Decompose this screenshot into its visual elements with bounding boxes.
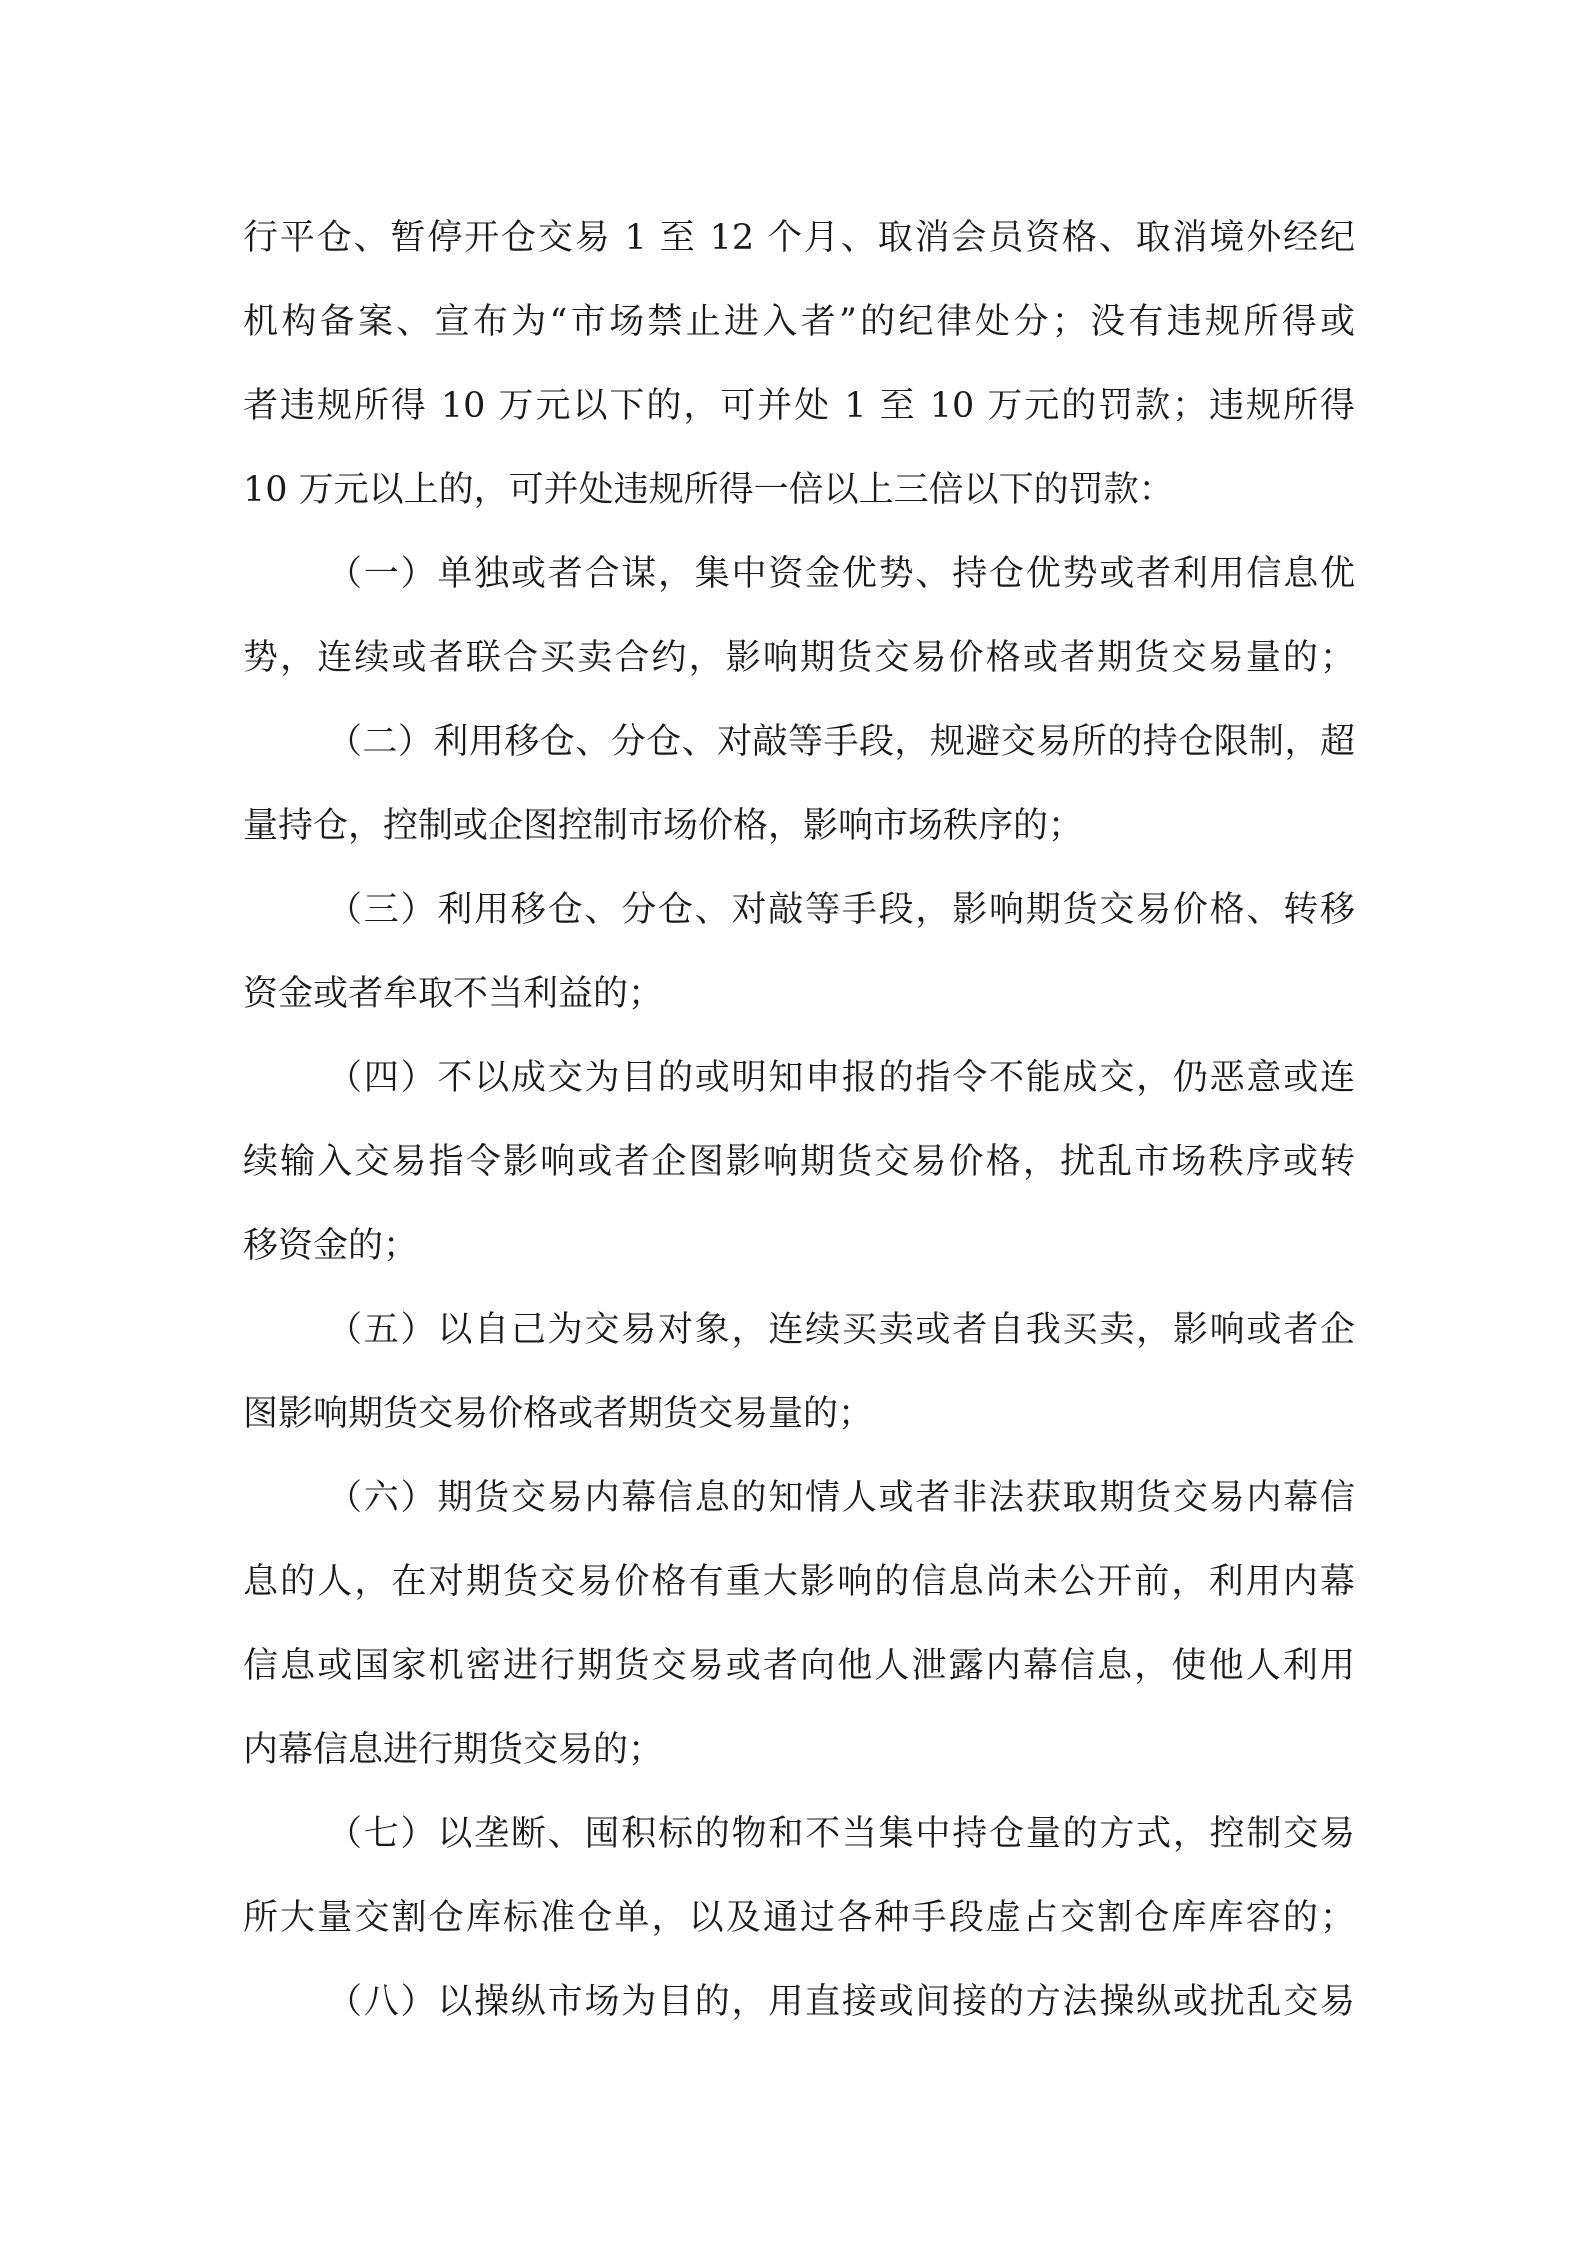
item-three-line: （三）利用移仓、分仓、对敲等手段，影响期货交易价格、转移	[327, 890, 1355, 930]
text-line: 所大量交割仓库标准仓单，以及通过各种手段虚占交割仓库库容的；	[243, 1898, 1355, 1938]
item-one-line: （一）单独或者合谋，集中资金优势、持仓优势或者利用信息优	[327, 554, 1355, 594]
text-line: 息的人，在对期货交易价格有重大影响的信息尚未公开前，利用内幕	[243, 1562, 1355, 1602]
item-five-line: （五）以自己为交易对象，连续买卖或者自我买卖，影响或者企	[327, 1310, 1355, 1350]
text-line: 资金或者牟取不当利益的；	[243, 974, 664, 1014]
text-line: 图影响期货交易价格或者期货交易量的；	[243, 1394, 874, 1434]
text-line: 者违规所得 10 万元以下的，可并处 1 至 10 万元的罚款；违规所得	[243, 386, 1355, 426]
text-line: 机构备案、宣布为“市场禁止进入者”的纪律处分；没有违规所得或	[243, 302, 1355, 342]
text-line: 行平仓、暂停开仓交易 1 至 12 个月、取消会员资格、取消境外经纪	[243, 218, 1355, 258]
item-seven-line: （七）以垄断、囤积标的物和不当集中持仓量的方式，控制交易	[327, 1814, 1355, 1854]
item-eight-line: （八）以操纵市场为目的，用直接或间接的方法操纵或扰乱交易	[327, 1982, 1355, 2022]
text-line: 移资金的；	[243, 1226, 419, 1266]
text-line: 续输入交易指令影响或者企图影响期货交易价格，扰乱市场秩序或转	[243, 1142, 1355, 1182]
text-line: 内幕信息进行期货交易的；	[243, 1730, 664, 1770]
item-four-line: （四）不以成交为目的或明知申报的指令不能成交，仍恶意或连	[327, 1058, 1355, 1098]
item-two-line: （二）利用移仓、分仓、对敲等手段，规避交易所的持仓限制，超	[327, 722, 1355, 762]
text-line: 量持仓，控制或企图控制市场价格，影响市场秩序的；	[243, 806, 1084, 846]
item-six-line: （六）期货交易内幕信息的知情人或者非法获取期货交易内幕信	[327, 1478, 1355, 1518]
document-body	[243, 196, 1355, 2044]
text-line: 势，连续或者联合买卖合约，影响期货交易价格或者期货交易量的；	[243, 638, 1355, 678]
text-line: 信息或国家机密进行期货交易或者向他人泄露内幕信息，使他人利用	[243, 1646, 1355, 1686]
text-line: 10 万元以上的，可并处违规所得一倍以上三倍以下的罚款：	[243, 470, 1174, 510]
